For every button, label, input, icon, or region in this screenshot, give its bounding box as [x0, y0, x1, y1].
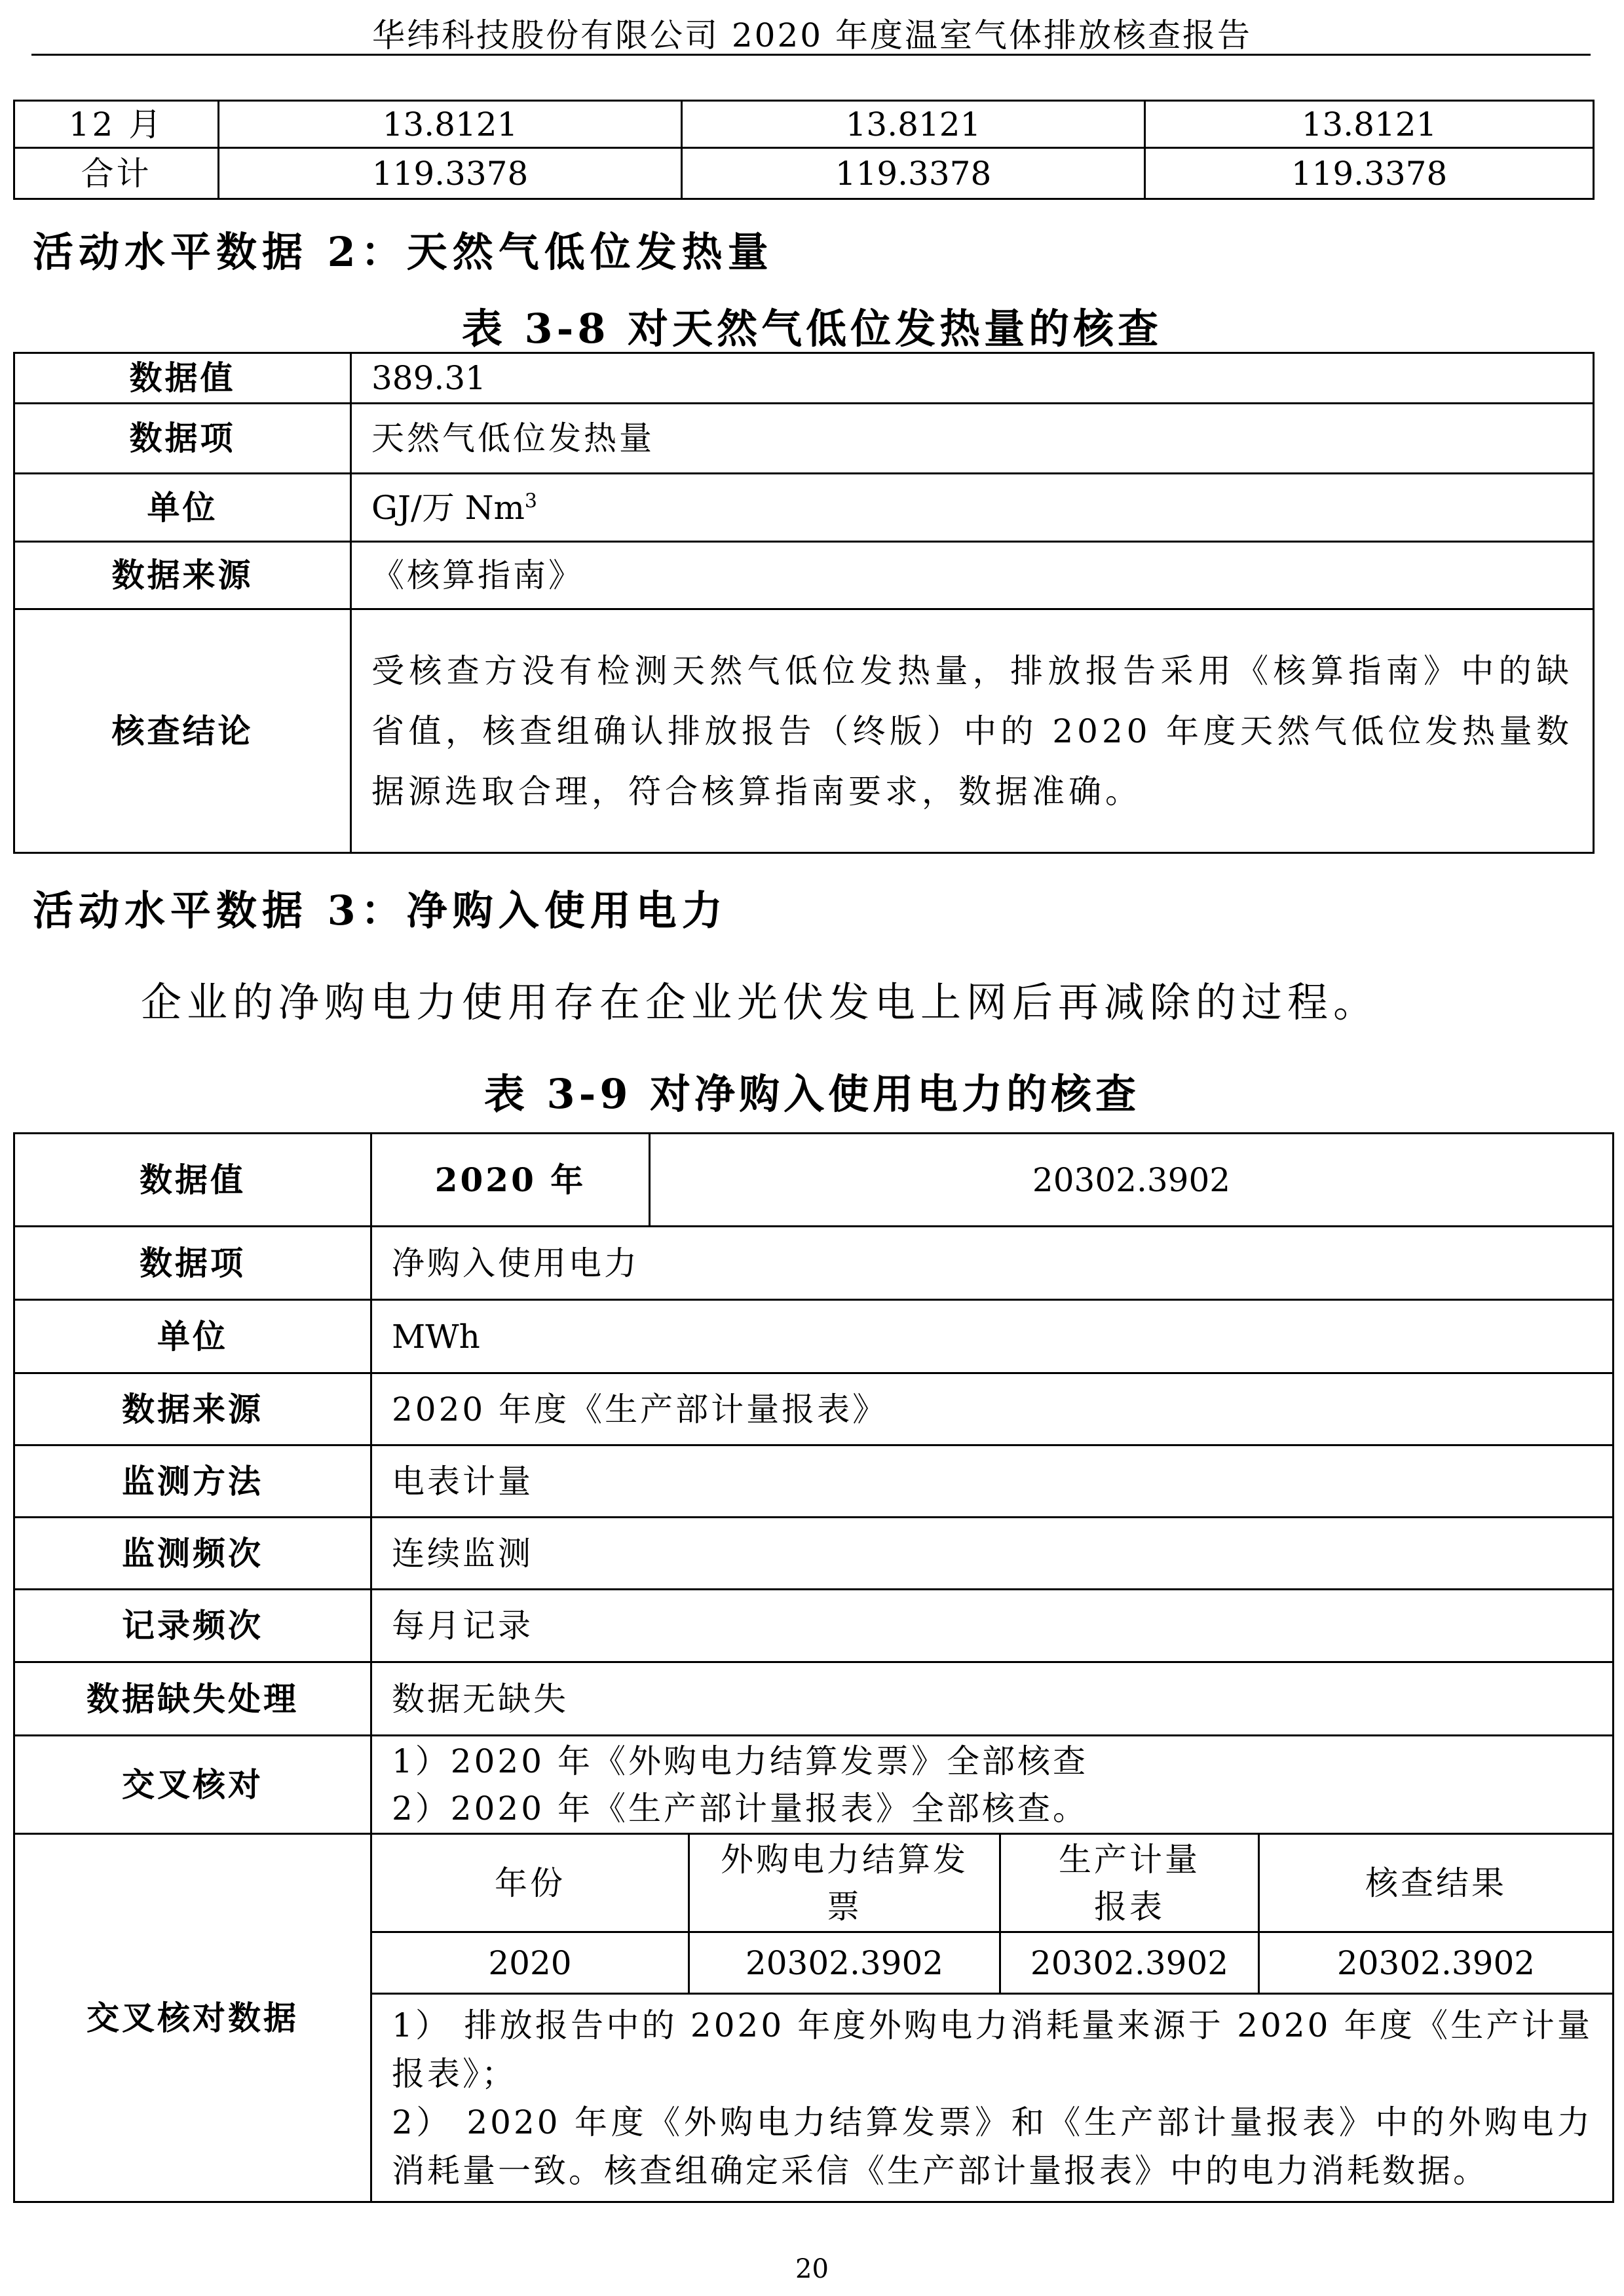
row-label: 数据值 — [14, 1134, 371, 1227]
cross-data-conclusion: 1） 排放报告中的 2020 年度外购电力消耗量来源于 2020 年度《生产计量报表》； 2） 2020 年度《外购电力结算发票》和《生产部计量报表》中的外购电力消耗量一致。核查组确定采信《生产部计量报表》中的电力消耗数据。 — [371, 1994, 1614, 2202]
cross-data-cell: 20302.3902 — [1000, 1932, 1259, 1994]
table-row — [14, 1373, 1614, 1445]
row-label: 交叉核对 — [14, 1736, 371, 1834]
page-header: 华纬科技股份有限公司 2020 年度温室气体排放核查报告 — [371, 16, 1253, 54]
row-value: MWh — [371, 1300, 1614, 1373]
row-value: 389.31 — [351, 353, 1594, 404]
value-cell: 13.8121 — [219, 101, 682, 148]
row-label: 交叉核对数据 — [14, 1834, 371, 2202]
value-cell: 13.8121 — [682, 101, 1145, 148]
page-number: 20 — [795, 2254, 829, 2284]
row-label: 核查结论 — [14, 609, 351, 853]
table-row — [14, 1662, 1614, 1736]
cross-data-header: 年份 — [371, 1834, 689, 1932]
row-value: 数据无缺失 — [371, 1662, 1614, 1736]
row-value: 《核算指南》 — [351, 542, 1594, 609]
table-3-9 — [13, 1132, 1614, 2203]
table-row — [14, 353, 1594, 404]
value-cell: 13.8121 — [1145, 101, 1594, 148]
cross-check-line-1: 1）2020 年《外购电力结算发票》全部核查 — [392, 1742, 1088, 1780]
row-label: 数据来源 — [14, 542, 351, 609]
table-3-9-caption: 表 3-9 对净购入使用电力的核查 — [483, 1070, 1141, 1118]
row-label: 数据值 — [14, 353, 351, 404]
section-heading-electricity: 活动水平数据 3：净购入使用电力 — [33, 887, 728, 934]
row-label: 单位 — [14, 1300, 371, 1373]
year-cell: 2020 年 — [371, 1134, 650, 1227]
table-row — [14, 542, 1594, 609]
value-cell: 119.3378 — [219, 148, 682, 199]
row-label: 记录频次 — [14, 1590, 371, 1662]
row-value: 2020 年度《生产部计量报表》 — [371, 1373, 1614, 1445]
previous-table-tail — [13, 100, 1595, 200]
row-value — [351, 474, 1594, 542]
row-label: 监测频次 — [14, 1518, 371, 1590]
row-value: 电表计量 — [371, 1445, 1614, 1518]
cross-data-header: 外购电力结算发票 — [689, 1834, 1000, 1932]
row-label: 数据缺失处理 — [14, 1662, 371, 1736]
value-cell: 20302.3902 — [650, 1134, 1614, 1227]
table-row — [14, 1590, 1614, 1662]
table-3-8-caption: 表 3-8 对天然气低位发热量的核查 — [461, 305, 1163, 353]
table-row — [14, 1227, 1614, 1300]
paragraph-electricity: 企业的净购电力使用存在企业光伏发电上网后再减除的过程。 — [141, 978, 1380, 1026]
row-value: 净购入使用电力 — [371, 1227, 1614, 1300]
cross-data-cell: 2020 — [371, 1932, 689, 1994]
section-heading-natural-gas: 活动水平数据 2：天然气低位发热量 — [33, 228, 774, 276]
cross-check-line-2: 2）2020 年《生产部计量报表》全部核查。 — [392, 1789, 1088, 1827]
table-row — [14, 1518, 1614, 1590]
row-label: 单位 — [14, 474, 351, 542]
value-cell: 119.3378 — [682, 148, 1145, 199]
row-label: 数据项 — [14, 404, 351, 474]
month-cell: 12 月 — [14, 101, 219, 148]
row-value: 受核查方没有检测天然气低位发热量，排放报告采用《核算指南》中的缺省值，核查组确认排放报告（终版）中的 2020 年度天然气低位发热量数据源选取合理，符合核算指南要求，数据准确。 — [351, 609, 1594, 853]
row-label: 数据来源 — [14, 1373, 371, 1445]
row-label: 数据项 — [14, 1227, 371, 1300]
row-label: 监测方法 — [14, 1445, 371, 1518]
unit-text: GJ/万 Nm — [371, 488, 525, 527]
row-value — [371, 1736, 1614, 1834]
cross-data-header: 生产计量报表 — [1000, 1834, 1259, 1932]
cross-data-header: 核查结果 — [1259, 1834, 1614, 1932]
table-row — [14, 1445, 1614, 1518]
unit-superscript: 3 — [524, 489, 537, 512]
table-row — [14, 148, 1594, 199]
table-row — [14, 1300, 1614, 1373]
table-row — [14, 1736, 1614, 1834]
table-3-8 — [13, 352, 1595, 854]
row-value: 天然气低位发热量 — [351, 404, 1594, 474]
cross-data-cell: 20302.3902 — [689, 1932, 1000, 1994]
row-value: 每月记录 — [371, 1590, 1614, 1662]
table-row — [14, 1134, 1614, 1227]
value-cell: 119.3378 — [1145, 148, 1594, 199]
table-row — [14, 1834, 1614, 1932]
row-value: 连续监测 — [371, 1518, 1614, 1590]
table-row — [14, 609, 1594, 853]
cross-data-cell: 20302.3902 — [1259, 1932, 1614, 1994]
table-row — [14, 101, 1594, 148]
total-label-cell: 合计 — [14, 148, 219, 199]
table-row — [14, 474, 1594, 542]
table-row — [14, 404, 1594, 474]
header-rule — [31, 54, 1591, 56]
